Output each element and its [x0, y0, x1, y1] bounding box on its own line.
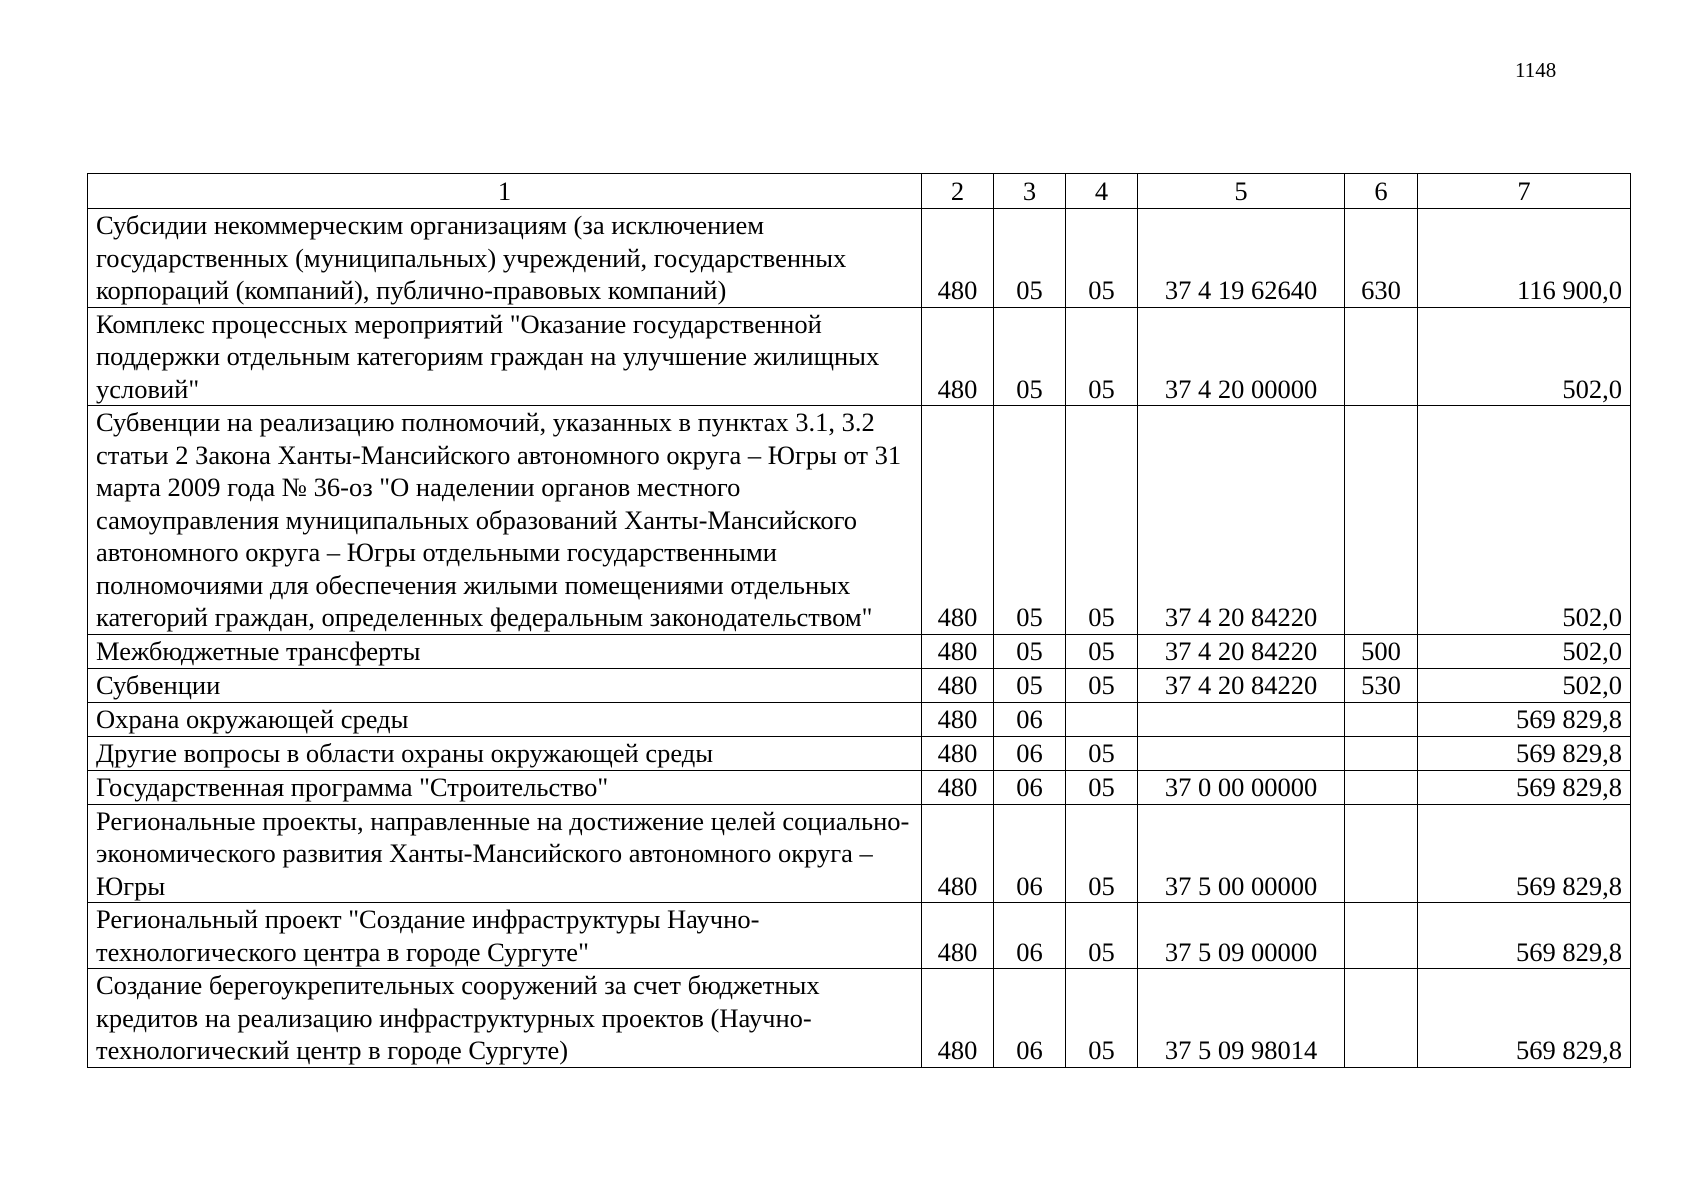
row-expense-type — [1345, 702, 1418, 736]
row-expense-type: 530 — [1345, 668, 1418, 702]
row-amount: 569 829,8 — [1418, 702, 1631, 736]
row-section: 05 — [994, 634, 1066, 668]
row-amount: 116 900,0 — [1418, 209, 1631, 308]
row-subsection: 05 — [1066, 668, 1138, 702]
row-section: 06 — [994, 770, 1066, 804]
row-amount: 569 829,8 — [1418, 736, 1631, 770]
table-row — [88, 903, 1631, 969]
row-subsection: 05 — [1066, 903, 1138, 969]
row-name: Охрана окружающей среды — [88, 702, 922, 736]
row-expense-type — [1345, 903, 1418, 969]
row-amount: 569 829,8 — [1418, 903, 1631, 969]
row-ministry-code: 480 — [922, 406, 994, 635]
table-row — [88, 804, 1631, 903]
row-subsection: 05 — [1066, 969, 1138, 1068]
row-expense-type — [1345, 804, 1418, 903]
row-ministry-code: 480 — [922, 209, 994, 308]
row-section: 05 — [994, 209, 1066, 308]
row-expense-type — [1345, 736, 1418, 770]
row-amount: 502,0 — [1418, 668, 1631, 702]
row-subsection: 05 — [1066, 736, 1138, 770]
row-amount: 502,0 — [1418, 634, 1631, 668]
table-row — [88, 702, 1631, 736]
table-row — [88, 736, 1631, 770]
row-ministry-code: 480 — [922, 804, 994, 903]
row-ministry-code: 480 — [922, 770, 994, 804]
column-header: 1 — [88, 174, 922, 209]
row-name: Создание берегоукрепительных сооружений за счет бюджетных кредитов на реализацию инфраструктурных проектов (Научно-технологический центр в городе Сургуте) — [88, 969, 922, 1068]
table-row — [88, 770, 1631, 804]
row-section: 06 — [994, 903, 1066, 969]
row-target-article: 37 4 20 84220 — [1138, 668, 1345, 702]
column-header: 4 — [1066, 174, 1138, 209]
row-ministry-code: 480 — [922, 668, 994, 702]
row-target-article — [1138, 702, 1345, 736]
row-subsection: 05 — [1066, 209, 1138, 308]
row-ministry-code: 480 — [922, 969, 994, 1068]
row-section: 05 — [994, 668, 1066, 702]
row-expense-type: 500 — [1345, 634, 1418, 668]
row-section: 06 — [994, 969, 1066, 1068]
row-section: 06 — [994, 736, 1066, 770]
table-row — [88, 209, 1631, 308]
row-ministry-code: 480 — [922, 634, 994, 668]
row-section: 05 — [994, 307, 1066, 406]
row-subsection — [1066, 702, 1138, 736]
row-amount: 502,0 — [1418, 307, 1631, 406]
row-ministry-code: 480 — [922, 307, 994, 406]
row-name: Субвенции — [88, 668, 922, 702]
row-subsection: 05 — [1066, 770, 1138, 804]
row-amount: 569 829,8 — [1418, 770, 1631, 804]
row-expense-type — [1345, 307, 1418, 406]
header-row — [88, 174, 1631, 209]
row-section: 05 — [994, 406, 1066, 635]
row-target-article: 37 4 19 62640 — [1138, 209, 1345, 308]
column-header: 3 — [994, 174, 1066, 209]
budget-table — [87, 173, 1631, 1068]
row-target-article: 37 5 09 00000 — [1138, 903, 1345, 969]
table-row — [88, 634, 1631, 668]
table-row — [88, 969, 1631, 1068]
column-header: 5 — [1138, 174, 1345, 209]
table-row — [88, 668, 1631, 702]
row-target-article: 37 4 20 00000 — [1138, 307, 1345, 406]
row-target-article: 37 0 00 00000 — [1138, 770, 1345, 804]
row-expense-type — [1345, 770, 1418, 804]
row-expense-type: 630 — [1345, 209, 1418, 308]
row-amount: 502,0 — [1418, 406, 1631, 635]
row-target-article: 37 4 20 84220 — [1138, 634, 1345, 668]
row-ministry-code: 480 — [922, 736, 994, 770]
column-header: 2 — [922, 174, 994, 209]
row-target-article: 37 5 09 98014 — [1138, 969, 1345, 1068]
row-name: Субвенции на реализацию полномочий, указанных в пунктах 3.1, 3.2 статьи 2 Закона Ханты-Мансийского автономного округа – Югры от 31 марта 2009 года № 36-оз "О наделении органов местного самоуправления муниципальных образований Ханты-Мансийского автономного округа – Югры отдельными государственными полномочиями для обеспечения жилыми помещениями отдельных категорий граждан, определенных федеральным законодательством" — [88, 406, 922, 635]
table-row — [88, 406, 1631, 635]
row-name: Субсидии некоммерческим организациям (за исключением государственных (муниципальных) учреждений, государственных корпораций (компаний), публично-правовых компаний) — [88, 209, 922, 308]
row-amount: 569 829,8 — [1418, 804, 1631, 903]
row-ministry-code: 480 — [922, 702, 994, 736]
row-subsection: 05 — [1066, 406, 1138, 635]
row-expense-type — [1345, 969, 1418, 1068]
row-target-article: 37 4 20 84220 — [1138, 406, 1345, 635]
row-name: Региональный проект "Создание инфраструктуры Научно-технологического центра в городе Сургуте" — [88, 903, 922, 969]
row-expense-type — [1345, 406, 1418, 635]
row-subsection: 05 — [1066, 307, 1138, 406]
row-subsection: 05 — [1066, 804, 1138, 903]
table-row — [88, 307, 1631, 406]
row-subsection: 05 — [1066, 634, 1138, 668]
page-number: 1148 — [1515, 58, 1557, 82]
row-name: Региональные проекты, направленные на достижение целей социально-экономического развития Ханты-Мансийского автономного округа – Югры — [88, 804, 922, 903]
row-name: Другие вопросы в области охраны окружающей среды — [88, 736, 922, 770]
row-section: 06 — [994, 804, 1066, 903]
row-section: 06 — [994, 702, 1066, 736]
row-ministry-code: 480 — [922, 903, 994, 969]
row-target-article — [1138, 736, 1345, 770]
row-name: Государственная программа "Строительство" — [88, 770, 922, 804]
row-name: Комплекс процессных мероприятий "Оказание государственной поддержки отдельным категориям граждан на улучшение жилищных условий" — [88, 307, 922, 406]
row-name: Межбюджетные трансферты — [88, 634, 922, 668]
column-header: 6 — [1345, 174, 1418, 209]
row-target-article: 37 5 00 00000 — [1138, 804, 1345, 903]
column-header: 7 — [1418, 174, 1631, 209]
row-amount: 569 829,8 — [1418, 969, 1631, 1068]
